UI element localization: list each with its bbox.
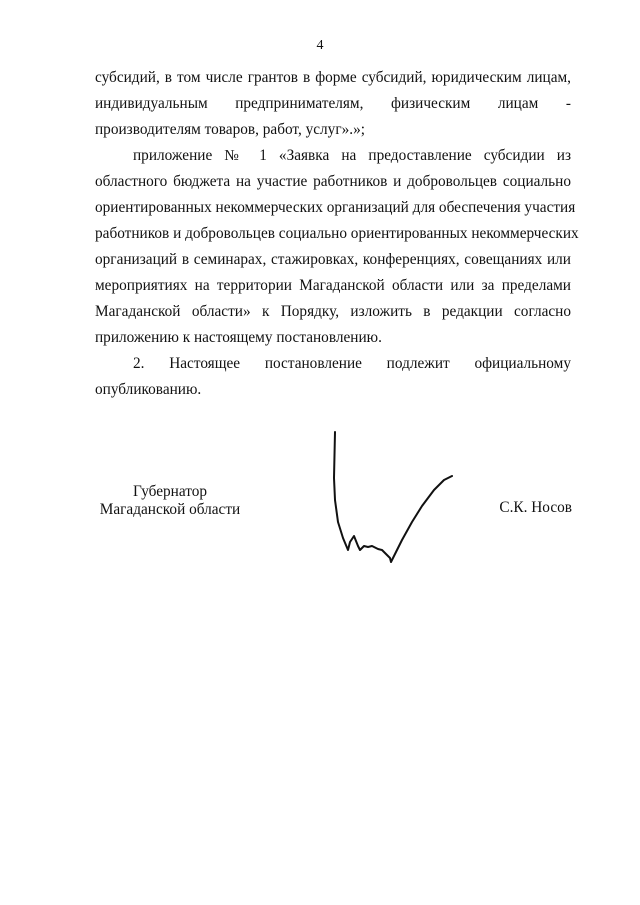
text-line: ориентированных некоммерческих организаций для обеспечения участия [95, 199, 576, 216]
text-line: приложение № 1 «Заявка на предоставление субсидии из [133, 147, 571, 164]
text-line: приложению к настоящему постановлению. [95, 329, 382, 346]
document-body [95, 65, 579, 403]
position-title-line: Губернатор [132, 483, 208, 500]
text-line: Магаданской области» к Порядку, изложить в редакции согласно [95, 303, 571, 320]
paragraph-publication [95, 351, 571, 403]
page-number: 4 [316, 38, 324, 53]
signature-stroke [334, 432, 452, 562]
text-line: 2. Настоящее постановление подлежит официальному [133, 355, 571, 372]
text-line: индивидуальным предпринимателям, физическим лицам - [95, 95, 571, 112]
handwritten-signature [322, 428, 462, 568]
text-line: производителям товаров, работ, услуг».»; [95, 121, 365, 138]
signer-name: С.К. Носов [499, 499, 572, 516]
position-title-line: Магаданской области [99, 501, 241, 518]
text-line: работников и добровольцев социально ориентированных некоммерческих [95, 225, 579, 242]
text-line: областного бюджета на участие работников и добровольцев социально [95, 173, 571, 190]
paragraph-continuation [95, 65, 571, 143]
paragraph-appendix-1 [95, 143, 579, 351]
signatory-position [95, 483, 245, 519]
text-line: организаций в семинарах, стажировках, конференциях, совещаниях или [95, 251, 571, 268]
text-line: опубликованию. [95, 381, 202, 398]
text-line: мероприятиях на территории Магаданской области или за пределами [95, 277, 571, 294]
text-line: субсидий, в том числе грантов в форме субсидий, юридическим лицам, [95, 69, 571, 86]
